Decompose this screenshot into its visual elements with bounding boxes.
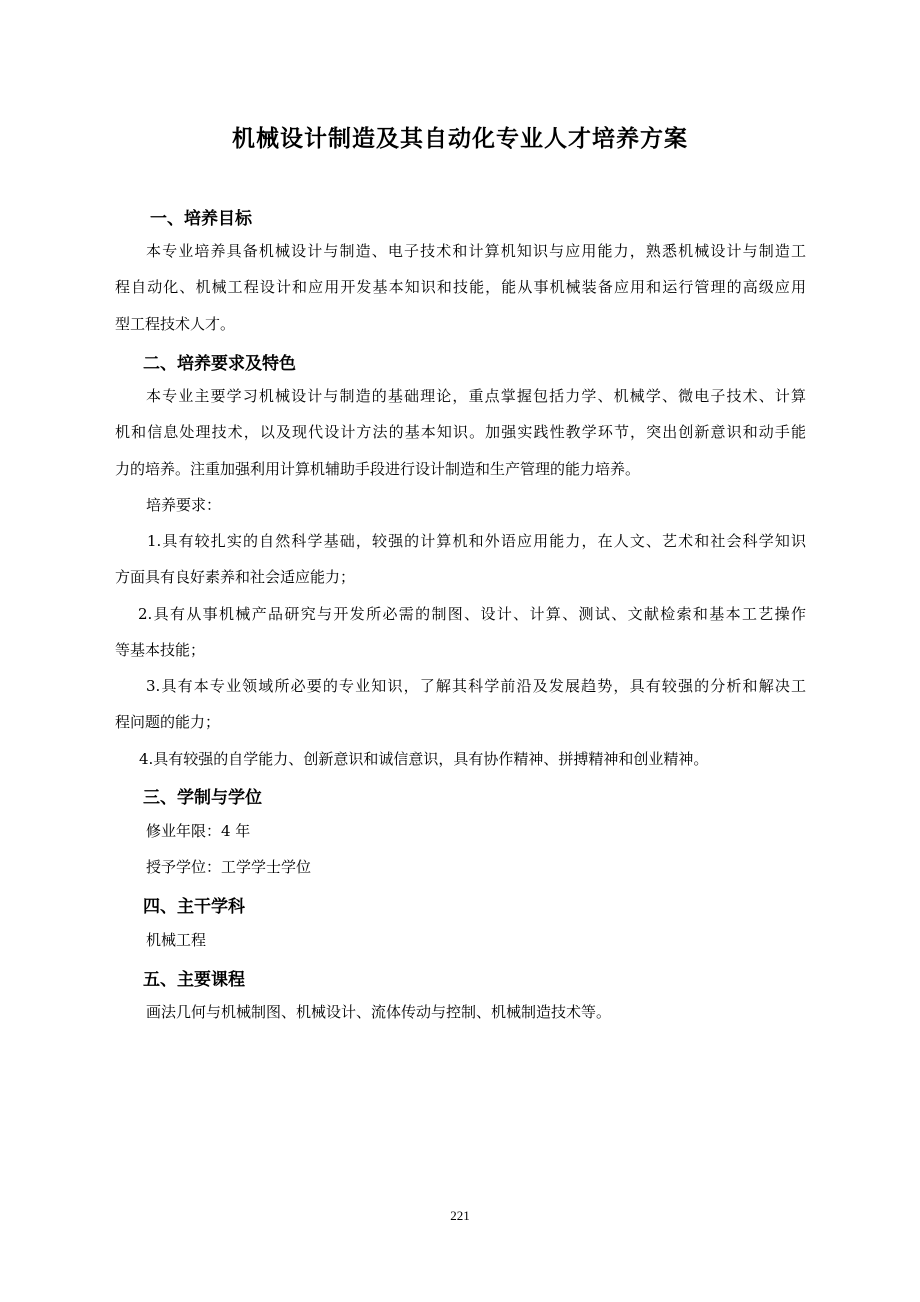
requirements-label: 培养要求： <box>146 496 222 514</box>
degree-awarded: 授予学位：工学学士学位 <box>146 858 312 876</box>
requirement-item-4: 4.具有较强的自学能力、创新意识和诚信意识，具有协作精神、拼搏精神和创业精神。 <box>139 750 709 768</box>
paragraph-line: 本专业培养具备机械设计与制造、电子技术和计算机知识与应用能力，熟悉机械设计与制造工 <box>146 242 806 260</box>
paragraph-line: 力的培养。注重加强利用计算机辅助手段进行设计制造和生产管理的能力培养。 <box>115 460 641 478</box>
paragraph-line: 本专业主要学习机械设计与制造的基础理论，重点掌握包括力学、机械学、微电子技术、计算 <box>146 387 806 405</box>
paragraph-line: 型工程技术人才。 <box>115 315 236 333</box>
requirement-item-1: 1.具有较扎实的自然科学基础，较强的计算机和外语应用能力，在人文、艺术和社会科学知识 <box>147 532 806 550</box>
page-number: 221 <box>450 1208 470 1223</box>
requirement-item-2-cont: 等基本技能； <box>115 641 206 659</box>
paragraph-line: 程自动化、机械工程设计和应用开发基本知识和技能，能从事机械装备应用和运行管理的高级应用 <box>115 278 806 296</box>
requirement-item-3: 3.具有本专业领域所必要的专业知识，了解其科学前沿及发展趋势，具有较强的分析和解决工 <box>146 677 806 695</box>
main-courses: 画法几何与机械制图、机械设计、流体传动与控制、机械制造技术等。 <box>146 1003 612 1021</box>
section-heading-main-courses: 五、主要课程 <box>143 970 245 990</box>
paragraph-line: 机和信息处理技术，以及现代设计方法的基本知识。加强实践性教学环节，突出创新意识和动手能 <box>115 423 806 441</box>
section-heading-main-discipline: 四、主干学科 <box>143 897 245 917</box>
requirement-item-2: 2.具有从事机械产品研究与开发所必需的制图、设计、计算、测试、文献检索和基本工艺操作 <box>138 605 806 623</box>
section-heading-objectives: 一、培养目标 <box>150 209 252 229</box>
section-heading-duration-degree: 三、学制与学位 <box>143 788 262 808</box>
page-title: 机械设计制造及其自动化专业人才培养方案 <box>232 126 688 152</box>
requirement-item-3-cont: 程问题的能力； <box>115 713 221 731</box>
main-discipline: 机械工程 <box>146 931 207 949</box>
requirement-item-1-cont: 方面具有良好素养和社会适应能力； <box>115 568 356 586</box>
section-heading-requirements: 二、培养要求及特色 <box>143 354 296 374</box>
study-duration: 修业年限：4 年 <box>146 822 251 840</box>
